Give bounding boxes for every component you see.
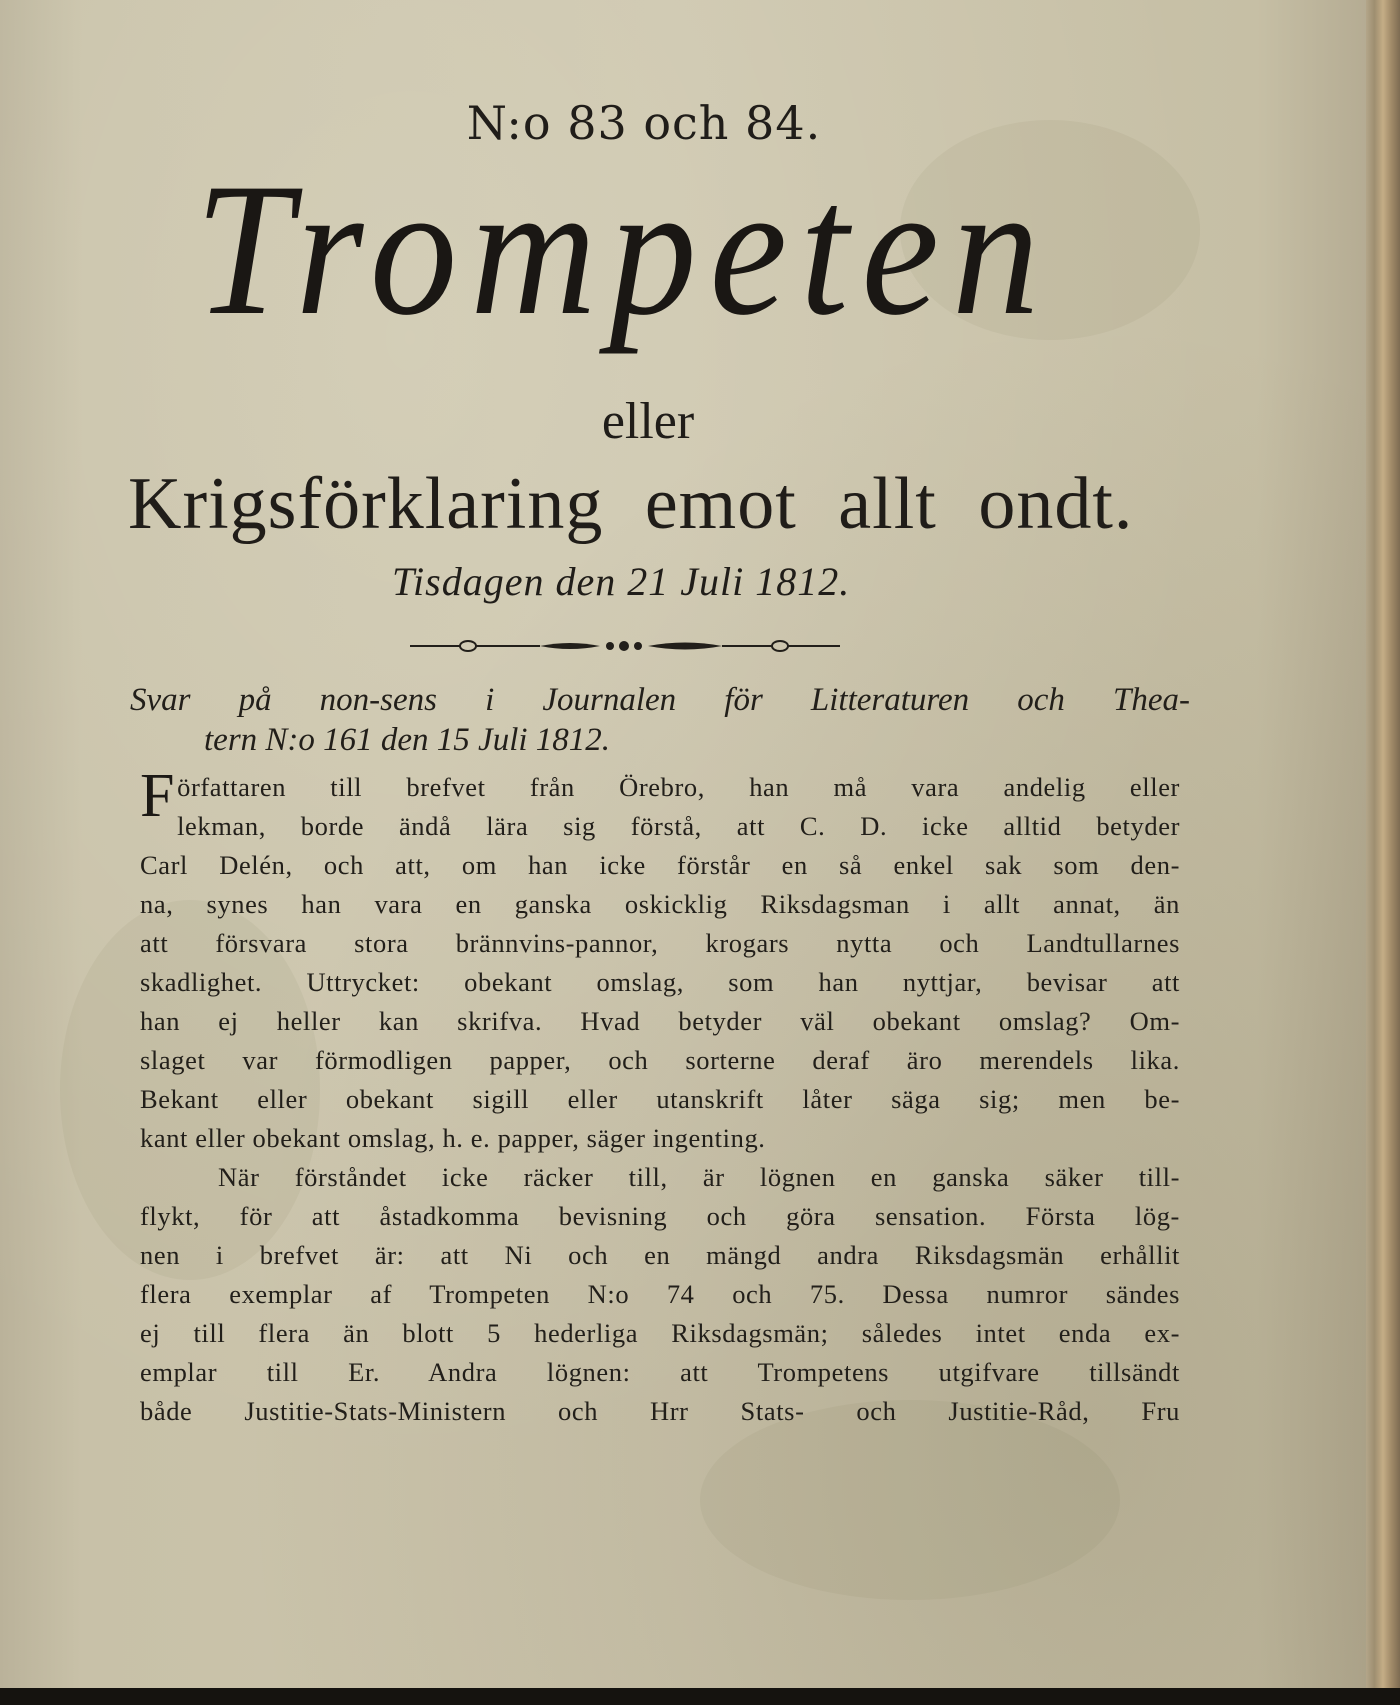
issue-date: Tisdagen den 21 Juli 1812. (392, 559, 851, 604)
body-line: flera exemplar af Trompeten N:o 74 och 75. Dessa numror sändes (140, 1279, 1180, 1309)
body-line: När förståndet icke räcker till, är lögnen en ganska säker till- (218, 1162, 1180, 1192)
masthead-conjunction: eller (601, 393, 695, 450)
article-title-line: Svar på non-sens i Journalen för Litteraturen och Thea- (130, 682, 1190, 718)
issue-number: N:o 83 och 84. (466, 96, 822, 150)
body-line: Bekant eller obekant sigill eller utanskrift låter säga sig; men be- (140, 1084, 1180, 1114)
body-line: både Justitie-Stats-Ministern och Hrr Stats- och Justitie-Råd, Fru (140, 1396, 1180, 1426)
body-line: han ej heller kan skrifva. Hvad betyder väl obekant omslag? Om- (140, 1006, 1180, 1036)
body-line: nen i brefvet är: att Ni och en mängd andra Riksdagsmän erhållit (140, 1240, 1180, 1270)
body-line: att försvara stora brännvins-pannor, krogars nytta och Landtullarnes (140, 928, 1180, 958)
book-spine-edge (1366, 0, 1400, 1688)
body-line: slaget var förmodligen papper, och sorterne deraf äro merendels lika. (140, 1045, 1180, 1075)
body-line: örfattaren till brefvet från Örebro, han må vara andelig eller (177, 772, 1180, 802)
body-line: lekman, borde ändå lära sig förstå, att C. D. icke alltid betyder (177, 811, 1180, 841)
masthead-title: Trompeten (195, 145, 1053, 355)
article-body (140, 762, 1180, 1431)
drop-cap: F (140, 762, 176, 830)
ornament-rule (410, 636, 890, 656)
body-line: flykt, för att åstadkomma bevisning och göra sensation. Första lög- (140, 1201, 1180, 1231)
masthead-subtitle: Krigsförklaring emot allt ondt. (128, 463, 1134, 545)
body-line: kant eller obekant omslag, h. e. papper, säger ingenting. (140, 1123, 766, 1153)
body-line: na, synes han vara en ganska oskicklig Riksdagsman i allt annat, än (140, 889, 1180, 919)
article-title-line: tern N:o 161 den 15 Juli 1812. (204, 722, 611, 758)
body-line: skadlighet. Uttrycket: obekant omslag, som han nyttjar, bevisar att (140, 967, 1180, 997)
scan-border (0, 1688, 1400, 1705)
body-line: Carl Delén, och att, om han icke förstår en så enkel sak som den- (140, 850, 1180, 880)
article-title (130, 680, 1190, 760)
body-line: emplar till Er. Andra lögnen: att Trompetens utgifvare tillsändt (140, 1357, 1180, 1387)
body-line: ej till flera än blott 5 hederliga Riksdagsmän; således intet enda ex- (140, 1318, 1180, 1348)
